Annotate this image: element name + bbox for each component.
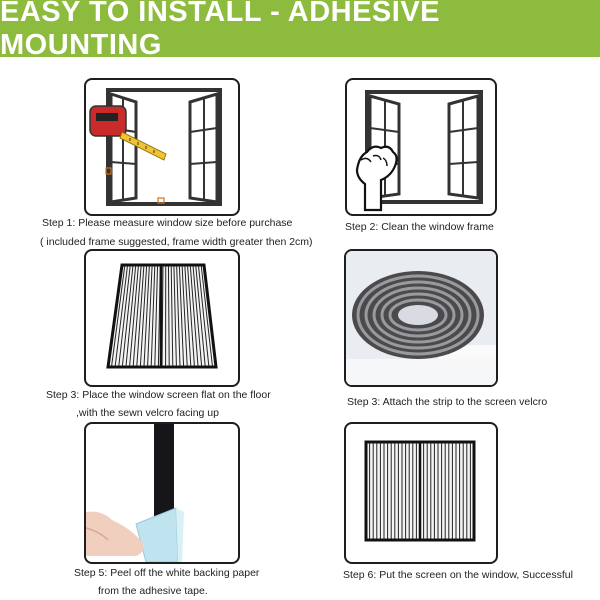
step2-image-panel xyxy=(345,78,497,216)
right-window-sash xyxy=(449,96,478,198)
step5-caption-line2: from the adhesive tape. xyxy=(98,585,208,597)
step4-image-panel xyxy=(344,249,498,387)
step5-caption-line1: Step 5: Peel off the white backing paper xyxy=(74,567,260,579)
step6-image-panel xyxy=(344,422,498,564)
step1-caption-line1: Step 1: Please measure window size before purchase xyxy=(42,217,293,229)
step4-caption: Step 3: Attach the strip to the screen velcro xyxy=(347,396,548,408)
step2-caption: Step 2: Clean the window frame xyxy=(345,221,494,233)
banner-title: EASY TO INSTALL - ADHESIVE MOUNTING xyxy=(0,0,441,61)
step1-image-panel xyxy=(84,78,240,216)
clean-window-illustration xyxy=(347,80,495,214)
step3-image-panel xyxy=(84,249,240,387)
screen-flat-illustration xyxy=(86,251,238,385)
header-banner xyxy=(0,0,600,61)
step1-caption-line2: ( included frame suggested, frame width greater then 2cm) xyxy=(40,236,313,248)
measure-window-illustration xyxy=(86,80,238,214)
step3-caption-line1: Step 3: Place the window screen flat on the floor xyxy=(46,389,271,401)
hand-icon xyxy=(86,512,143,556)
step3-caption-line2: ,with the sewn velcro facing up xyxy=(76,407,219,419)
velcro-roll-illustration xyxy=(346,251,496,385)
screen-on-window-illustration xyxy=(346,424,496,562)
step6-caption: Step 6: Put the screen on the window, Successful xyxy=(343,569,573,581)
peel-tape-illustration xyxy=(86,424,238,562)
right-window-sash xyxy=(190,94,217,202)
step5-image-panel xyxy=(84,422,240,564)
